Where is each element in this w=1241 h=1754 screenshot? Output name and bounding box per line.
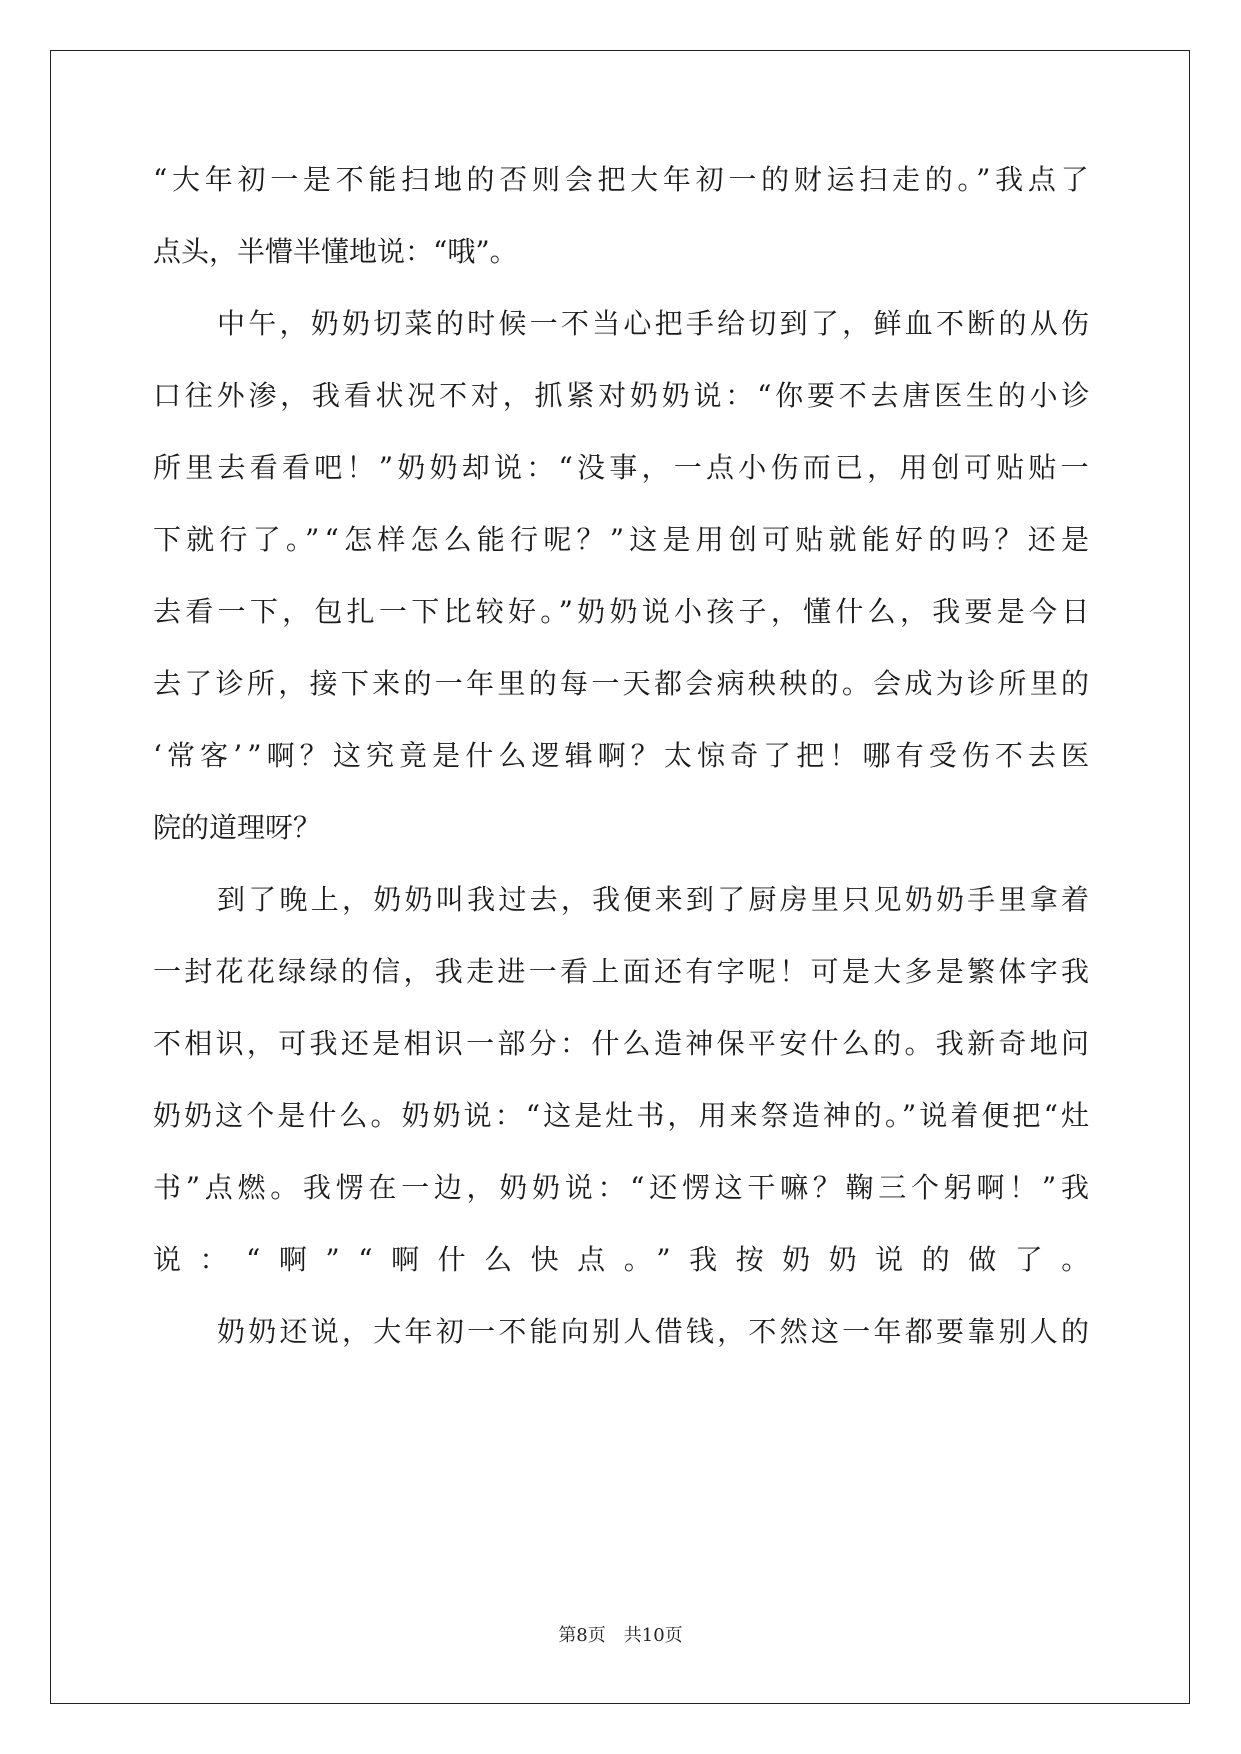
text-line: 所里去看看吧！”奶奶却说：“没事，一点小伤而已，用创可贴贴一 xyxy=(153,451,1093,484)
text-line: 点头，半懵半懂地说：“哦”。 xyxy=(153,235,518,268)
text-line: 去看一下，包扎一下比较好。”奶奶说小孩子，懂什么，我要是今日 xyxy=(153,595,1094,628)
paragraph-start: 中午，奶奶切菜的时候一不当心把手给切到了，鲜血不断的从伤 xyxy=(217,307,1093,340)
text-line: 口往外渗，我看状况不对，抓紧对奶奶说：“你要不去唐医生的小诊 xyxy=(153,379,1094,412)
page-footer xyxy=(0,1624,1241,1648)
text-line: 说：“啊”“啊什么快点。”我按奶奶说的做了。 xyxy=(153,1243,1108,1276)
text-line: “大年初一是不能扫地的否则会把大年初一的财运扫走的。”我点了 xyxy=(153,163,1094,196)
text-line: 下就行了。”“怎样怎么能行呢？”这是用创可贴就能好的吗？还是 xyxy=(153,523,1095,556)
paragraph-start: 到了晚上，奶奶叫我过去，我便来到了厨房里只见奶奶手里拿着 xyxy=(217,883,1093,916)
text-line: 去了诊所，接下来的一年里的每一天都会病秧秧的。会成为诊所里的 xyxy=(153,667,1093,700)
text-line: 书”点燃。我愣在一边，奶奶说：“还愣这干嘛？鞠三个躬啊！”我 xyxy=(153,1171,1094,1204)
text-line: 奶奶这个是什么。奶奶说：“这是灶书，用来祭造神的。”说着便把“灶 xyxy=(153,1099,1093,1132)
text-line: ‘常客’”啊？这究竟是什么逻辑啊？太惊奇了把！哪有受伤不去医 xyxy=(153,739,1095,772)
paragraph-start: 奶奶还说，大年初一不能向别人借钱，不然这一年都要靠别人的 xyxy=(217,1315,1093,1348)
text-line: 院的道理呀？ xyxy=(153,811,322,844)
page-total: 共10页 xyxy=(623,1625,683,1646)
page-number: 第8页 xyxy=(558,1625,606,1646)
text-line: 一封花花绿绿的信，我走进一看上面还有字呢！可是大多是繁体字我 xyxy=(153,955,1093,988)
text-line: 不相识，可我还是相识一部分：什么造神保平安什么的。我新奇地问 xyxy=(153,1027,1093,1060)
